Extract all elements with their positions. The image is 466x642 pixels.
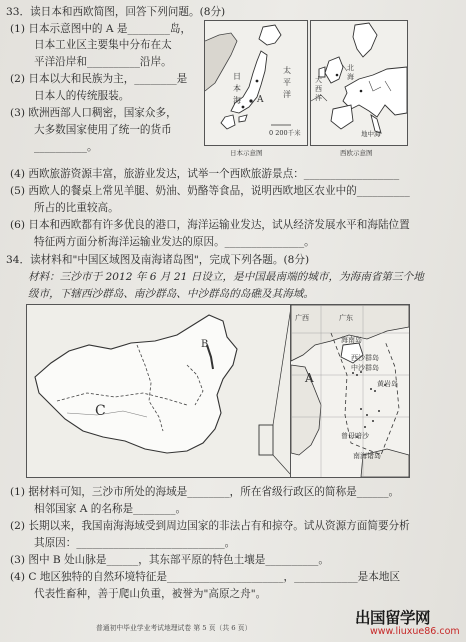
china-region-map [26,304,292,478]
scs-label-nanhai: 南海诸岛 [353,452,381,460]
q34-material-line1: 材料：三沙市于 2012 年 6 月 21 日设立，是中国最南端的城市，为海南省第三个地 [28,271,424,283]
q34-sub4-line2: 代表性畜种，善于爬山负重，被誉为"高原之舟"。 [34,588,267,600]
q33-sub5-line1: (5) 西欧人的餐桌上常见羊腿、奶油、奶酪等食品，说明西欧地区农业中的__________ [10,185,410,197]
q34-sub2-line1: (2) 长期以来，我国南海海域受到周边国家的非法占有和掠夺。试从资源方面简要分析 [10,520,410,532]
q33-sub1-line1: (1) 日本示意图中的 A 是________岛， [10,23,192,35]
europe-map [310,20,408,146]
japan-map [204,20,308,146]
scs-label-zengmu: 曾母暗沙 [341,432,369,440]
europe-label-dizhonghai: 地中海 [361,130,381,138]
japan-map-caption: 日本示意图 [230,149,263,157]
scs-map-drawing [291,305,409,477]
q34-heading: 34．读材料和"中国区域图及南海诸岛图"，完成下列各题。(8分) [6,254,310,266]
q34-sub1-line2: 相邻国家 A 的名称是________。 [34,503,187,515]
q33-sub3-line3: __________。 [34,141,98,153]
q33-sub1-line2: 日本工业区主要集中分布在太 [34,39,172,51]
q33-sub3-line2: 大多数国家使用了统一的货币 [34,124,172,136]
q33-sub6-line1: (6) 日本和西欧都有许多优良的港口，海洋运输业发达，试从经济发展水平和海陆位置 [10,219,410,231]
china-label-b: B [201,339,209,350]
q33-sub1-line3: 平洋沿岸和__________沿岸。 [34,56,172,68]
q33-sub5-line2: 所占的比重较高。 [34,202,119,214]
q33-sub6-line2: 特征两方面分析海洋运输业发达的原因。_______________。 [34,236,315,248]
scs-label-zhongsha: 中沙群岛 [351,364,379,372]
japan-label-yang: 洋 [283,90,291,99]
japan-label-ben: 本 [233,84,241,93]
scs-label-xisha: 西沙群岛 [351,354,379,362]
south-china-sea-map [290,304,410,478]
japan-label-ri: 日 [233,72,241,81]
q33-sub3-line1: (3) 欧洲西部人口稠密，国家众多， [10,107,177,119]
europe-label-da: 大 [315,76,322,84]
q33-sub4: (4) 西欧旅游资源丰富，旅游业发达，试举一个西欧旅游景点：__________________ [10,168,400,180]
europe-label-xi: 西 [315,85,322,93]
japan-map-drawing [205,21,307,145]
europe-map-drawing [311,21,407,145]
china-map-drawing [27,305,291,477]
europe-label-yang: 洋 [315,94,322,102]
page-footer: 普通初中毕业学业考试地理试卷 第 5 页（共 6 页） [96,624,252,632]
scs-label-guangxi: 广西 [295,314,309,322]
q34-sub1-line1: (1) 据材料可知，三沙市所处的海域是________，所在省级行政区的简称是______。 [10,486,400,498]
q34-material-line2: 级市，下辖西沙群岛、南沙群岛、中沙群岛的岛礁及其海域。 [28,288,315,300]
japan-label-tai: 太 [283,66,291,75]
q33-heading: 33．读日本和西欧简图，回答下列问题。(8分) [6,6,226,18]
q33-sub2-line1: (2) 日本以大和民族为主，________是 [10,73,188,85]
scs-label-guangdong: 广东 [339,314,353,322]
europe-label-bei: 北 [347,64,354,72]
q34-sub2-line2: 其原因：____________________________。 [34,537,236,549]
japan-label-ping: 平 [283,78,291,87]
q34-sub3: (3) 图中 B 处山脉是______，其东部平原的特色土壤是__________。 [10,554,329,566]
watermark-url: www.liuxue86.com [370,626,460,637]
scs-label-a: A [305,371,314,385]
q33-sub2-line2: 日本人的传统服装。 [34,90,130,102]
europe-label-hai: 海 [347,73,354,81]
europe-map-caption: 西欧示意图 [340,149,373,157]
scs-label-huangyan: 黄岩岛 [377,380,398,388]
scs-label-hainan: 海南岛 [341,336,362,344]
japan-scale: 0 200千米 [269,129,301,137]
china-label-c: C [95,403,106,419]
japan-label-hai: 海 [233,96,241,105]
japan-label-a: A [257,95,264,105]
q34-sub4-line1: (4) C 地区独特的自然环境特征是______________________，____________是本地区 [10,571,401,583]
watermark-logo-text: 出国留学网 [355,609,431,627]
